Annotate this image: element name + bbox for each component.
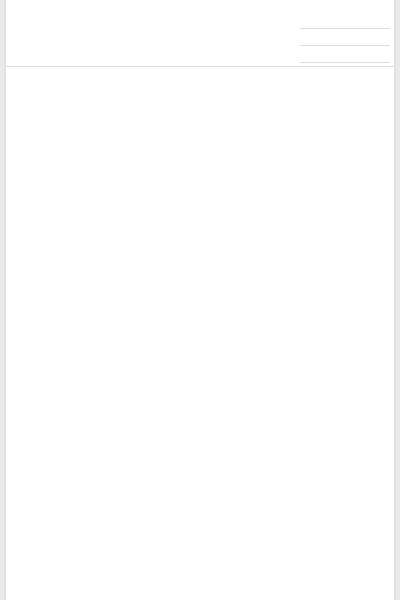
header-divider: [6, 66, 394, 67]
worksheet-header: [6, 0, 394, 62]
meta-panel: [300, 14, 390, 65]
meta-row-count: [300, 48, 390, 63]
meta-row-subject: [300, 31, 390, 46]
worksheet-page: [6, 0, 394, 600]
meta-row-class: [300, 14, 390, 29]
